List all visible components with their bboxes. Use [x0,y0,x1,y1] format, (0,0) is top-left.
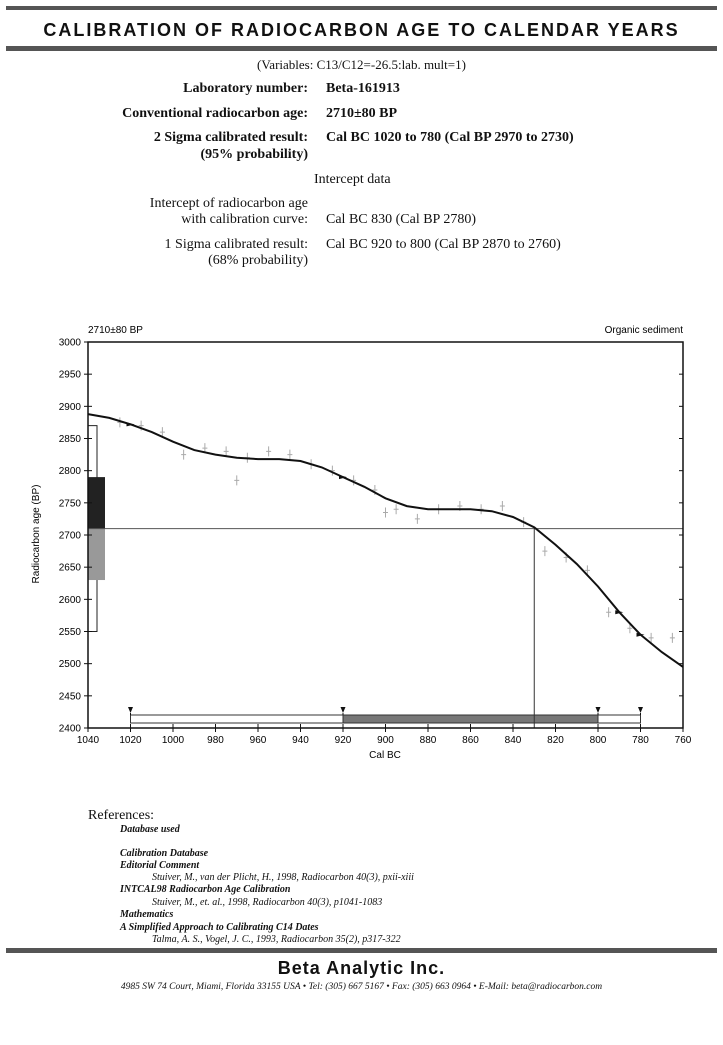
x-tick-label: 1020 [119,735,142,746]
cal-range-marker [596,707,601,713]
x-tick-label: 860 [462,735,479,746]
ref-simplified-approach: A Simplified Approach to Calibrating C14 Dates [120,922,319,933]
measurement-point [394,504,399,514]
y-axis-label: Radiocarbon age (BP) [31,484,42,584]
cal-range-marker [638,707,643,713]
measurement-point [224,446,229,456]
cal-range-marker [128,707,133,713]
y-tick-label: 2500 [58,659,81,671]
sigma2-label: 2 Sigma calibrated result: [153,130,308,145]
y-tick-label: 2400 [58,723,81,735]
y-tick-label: 2750 [58,498,81,510]
y-tick-label: 2800 [58,466,81,478]
ref-talma-vogel: Talma, A. S., Vogel, J. C., 1993, Radiocarbon 35(2), p317-322 [152,934,401,945]
y-tick-label: 2650 [58,562,81,574]
variables-line: (Variables: C13/C12=-26.5:lab. mult=1) [257,57,466,72]
x-tick-label: 940 [292,735,309,746]
measurement-point [383,507,388,517]
y-tick-label: 2600 [58,594,81,606]
page-title: CALIBRATION OF RADIOCARBON AGE TO CALENDAR YEARS [43,20,680,40]
measurement-point [181,450,186,460]
sigma1-probability: (68% probability) [208,253,308,268]
calibration-curve [88,414,683,667]
measurement-point [606,607,611,617]
x-tick-label: 960 [249,735,267,746]
x-tick-label: 980 [207,735,224,746]
ref-database-used: Database used [120,824,180,835]
sigma2-probability: (95% probability) [200,147,308,162]
y-tick-label: 2700 [58,530,81,542]
x-tick-label: 840 [504,735,522,746]
intercept-value: Cal BC 830 (Cal BP 2780) [326,212,476,227]
measurement-point [542,546,547,556]
measurement-point [415,514,420,524]
sigma2-value: Cal BC 1020 to 780 (Cal BP 2970 to 2730) [326,130,574,145]
ref-intcal98: INTCAL98 Radiocarbon Age Calibration [120,884,291,895]
intercept-label-line2: with calibration curve: [181,212,308,227]
conventional-age-label: Conventional radiocarbon age: [122,106,308,121]
ref-calibration-database: Calibration Database [120,848,209,859]
calibration-chart [0,318,723,768]
cal-range-marker [341,707,346,713]
ref-stuiver-1998b: Stuiver, M., et. al., 1998, Radiocarbon 40(3), p1041-1083 [152,897,383,908]
x-tick-label: 920 [334,735,352,746]
title-rule [6,46,717,51]
footer-rule [6,948,717,953]
y-tick-label: 2900 [58,401,81,413]
intercept-label-line1: Intercept of radiocarbon age [149,196,308,211]
y-tick-label: 2950 [58,369,81,381]
plot-frame [88,342,683,728]
lab-number-value: Beta-161913 [326,81,400,96]
conventional-age-value: 2710±80 BP [326,106,398,121]
y-tick-label: 2550 [58,627,81,638]
ref-editorial-comment: Editorial Comment [120,860,200,871]
x-tick-label: 800 [589,735,607,746]
measurement-point [500,501,505,511]
measurement-point [234,475,239,485]
ref-stuiver-1998a: Stuiver, M., van der Plicht, H., 1998, Radiocarbon 40(3), pxii-xiii [152,872,414,883]
intercept-heading: Intercept data [314,172,391,187]
x-tick-label: 760 [674,735,692,746]
chart-title-right: Organic sediment [604,325,683,336]
sigma1-value: Cal BC 920 to 800 (Cal BP 2870 to 2760) [326,237,561,252]
x-tick-label: 900 [377,735,394,746]
measurement-point [287,450,292,460]
x-tick-label: 1000 [161,735,185,746]
sigma1-cal-bar [343,715,598,723]
sigma1-age-bar-lower [88,529,105,580]
references-heading: References: [88,808,155,823]
measurement-point [266,446,271,456]
measurement-point [670,633,675,643]
company-address: 4985 SW 74 Court, Miami, Florida 33155 USA • Tel: (305) 667 5167 • Fax: (305) 663 0964 • E-Mail: beta@radiocarbon.com [120,982,603,992]
lab-number-label: Laboratory number: [183,81,308,96]
chart-title-left: 2710±80 BP [88,325,143,336]
x-tick-label: 1040 [76,735,100,746]
ref-mathematics: Mathematics [120,909,174,920]
x-tick-label: 820 [547,735,564,746]
x-axis-label: Cal BC [369,750,401,761]
x-tick-label: 880 [419,735,437,746]
sigma1-label: 1 Sigma calibrated result: [164,237,308,252]
y-tick-label: 2850 [58,434,81,445]
company-name: Beta Analytic Inc. [277,958,446,978]
y-tick-label: 2450 [58,691,81,703]
x-tick-label: 780 [632,735,649,746]
y-tick-label: 3000 [58,337,81,349]
top-rule [6,6,717,10]
